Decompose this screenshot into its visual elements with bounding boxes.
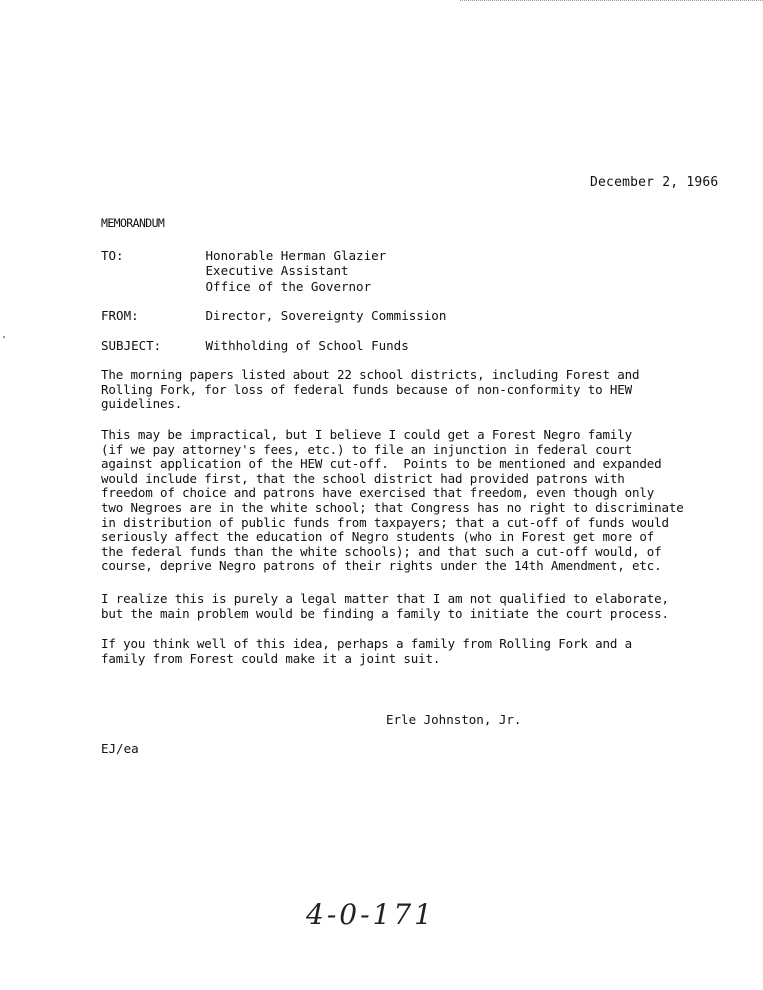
to-line: Honorable Herman Glazier: [205, 248, 387, 263]
text-line: If you think well of this idea, perhaps a family from Rolling Fork and a: [101, 636, 633, 651]
text-line: family from Forest could make it a joint suit.: [101, 650, 441, 666]
paragraph-2: [101, 428, 711, 574]
subject-block: [101, 338, 409, 353]
to-block: [101, 248, 386, 294]
text-line: two Negroes are in the white school; that Congress has no right to discriminate: [101, 499, 684, 515]
to-label: TO:: [101, 248, 124, 263]
to-line: Office of the Governor: [205, 278, 372, 294]
text-line: freedom of choice and patrons have exercised that freedom, even though only: [101, 485, 655, 501]
margin-mark: [3, 336, 5, 338]
subject-value: Withholding of School Funds: [205, 338, 409, 353]
text-line: I realize this is purely a legal matter that I am not qualified to elaborate,: [101, 591, 669, 606]
text-line: the federal funds than the white schools); and that such a cut-off would, of: [101, 543, 662, 559]
handwritten-file-number: 4-0-171: [306, 898, 435, 931]
signature-name: Erle Johnston, Jr.: [386, 712, 522, 727]
text-line: Rolling Fork, for loss of federal funds because of non-conformity to HEW: [101, 381, 633, 397]
text-line: in distribution of public funds from taxpayers; that a cut-off of funds would: [101, 514, 669, 530]
memo-title: MEMORANDUM: [101, 216, 165, 230]
paragraph-3: [101, 592, 711, 621]
text-line: seriously affect the education of Negro students (who in Forest get more of: [101, 529, 655, 545]
text-line: guidelines.: [101, 396, 183, 412]
paragraph-1: [101, 368, 711, 412]
scan-edge-dots: [460, 0, 763, 3]
text-line: against application of the HEW cut-off. Points to be mentioned and expanded: [101, 456, 662, 472]
from-block: [101, 308, 446, 323]
paragraph-4: [101, 637, 711, 666]
from-value: Director, Sovereignty Commission: [205, 308, 447, 323]
subject-label: SUBJECT:: [101, 338, 162, 353]
text-line: (if we pay attorney's fees, etc.) to file an injunction in federal court: [101, 441, 633, 457]
to-line: Executive Assistant: [205, 263, 349, 279]
text-line: This may be impractical, but I believe I could get a Forest Negro family: [101, 427, 633, 442]
text-line: course, deprive Negro patrons of their rights under the 14th Amendment, etc.: [101, 558, 662, 574]
from-label: FROM:: [101, 308, 139, 323]
memo-date: December 2, 1966: [590, 175, 719, 190]
to-recipient: [206, 248, 387, 294]
text-line: would include first, that the school district had provided patrons with: [101, 470, 625, 486]
text-line: The morning papers listed about 22 school districts, including Forest and: [101, 367, 640, 382]
typist-initials: EJ/ea: [101, 741, 139, 756]
text-line: but the main problem would be finding a family to initiate the court process.: [101, 605, 669, 621]
